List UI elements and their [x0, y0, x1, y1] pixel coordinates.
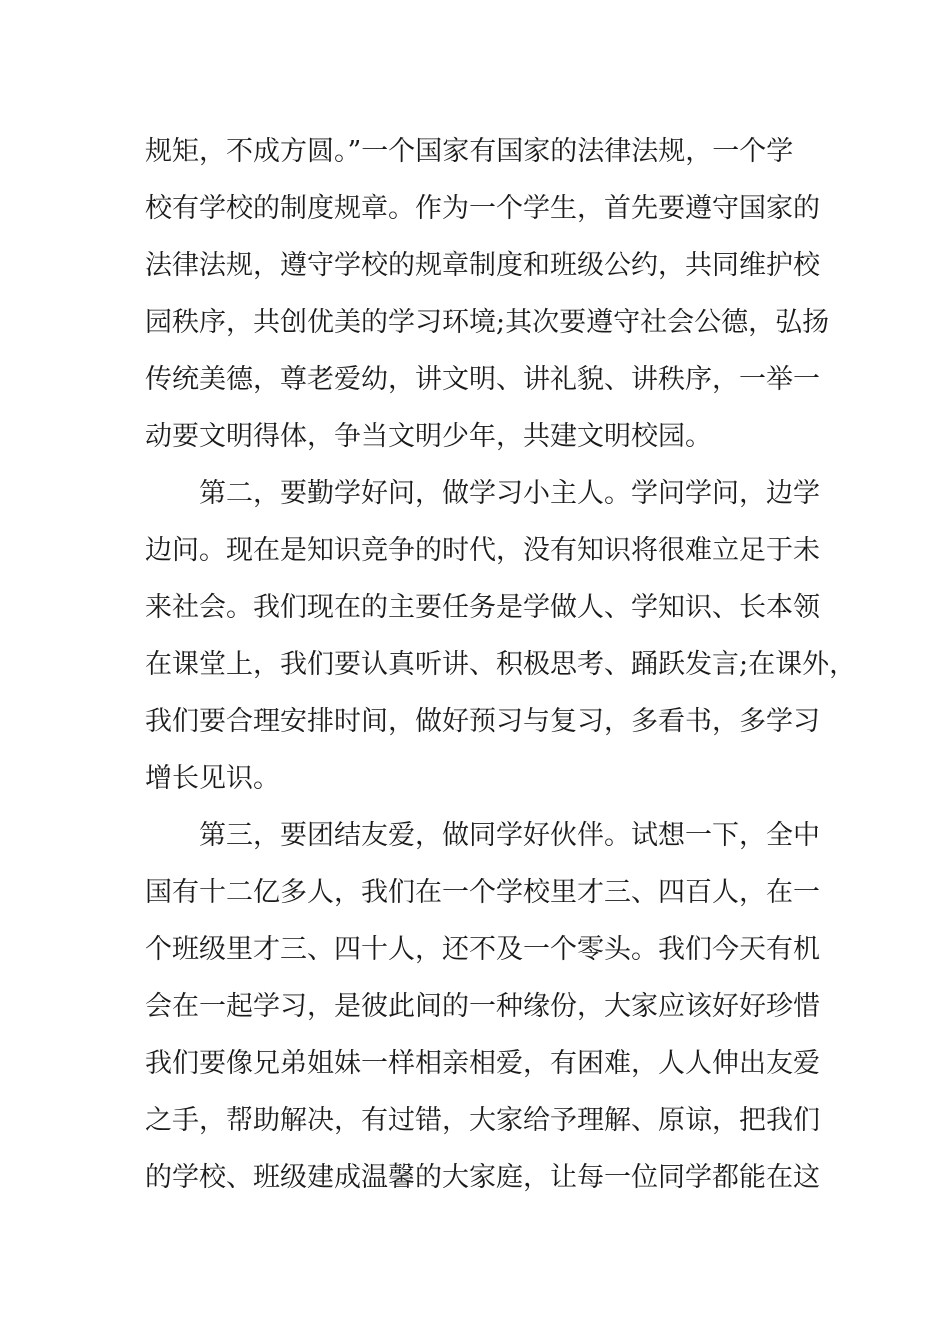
text-line: 园秩序，共创优美的学习环境;其次要遵守社会公德，弘扬 — [145, 307, 830, 338]
text-line: 动要文明得体，争当文明少年，共建文明校园。 — [145, 421, 712, 452]
text-line: 国有十二亿多人，我们在一个学校里才三、四百人，在一 — [145, 877, 820, 908]
text-line: 我们要像兄弟姐妹一样相亲相爱，有困难，人人伸出友爱 — [145, 1048, 820, 1079]
text-line: 法律法规，遵守学校的规章制度和班级公约，共同维护校 — [145, 250, 820, 281]
text-line: 会在一起学习，是彼此间的一种缘份，大家应该好好珍惜 — [145, 991, 820, 1022]
text-line: 来社会。我们现在的主要任务是学做人、学知识、长本领 — [145, 592, 820, 623]
text-line: 增长见识。 — [145, 763, 280, 794]
text-line: 的学校、班级建成温馨的大家庭，让每一位同学都能在这 — [145, 1162, 820, 1193]
paragraph-start-line: 第三，要团结友爱，做同学好伙伴。试想一下，全中 — [199, 820, 820, 851]
paragraph-start-line: 第二，要勤学好问，做学习小主人。学问学问，边学 — [199, 478, 820, 509]
text-line: 个班级里才三、四十人，还不及一个零头。我们今天有机 — [145, 934, 820, 965]
text-line: 边问。现在是知识竞争的时代，没有知识将很难立足于未 — [145, 535, 820, 566]
text-line: 之手，帮助解决，有过错，大家给予理解、原谅，把我们 — [145, 1105, 820, 1136]
text-line: 我们要合理安排时间，做好预习与复习，多看书，多学习 — [145, 706, 820, 737]
text-line: 校有学校的制度规章。作为一个学生，首先要遵守国家的 — [145, 193, 820, 224]
text-line: 在课堂上，我们要认真听讲、积极思考、踊跃发言;在课外， — [145, 649, 857, 680]
text-line: 规矩，不成方圆。”一个国家有国家的法律法规，一个学 — [145, 136, 794, 167]
text-line: 传统美德，尊老爱幼，讲文明、讲礼貌、讲秩序，一举一 — [145, 364, 820, 395]
